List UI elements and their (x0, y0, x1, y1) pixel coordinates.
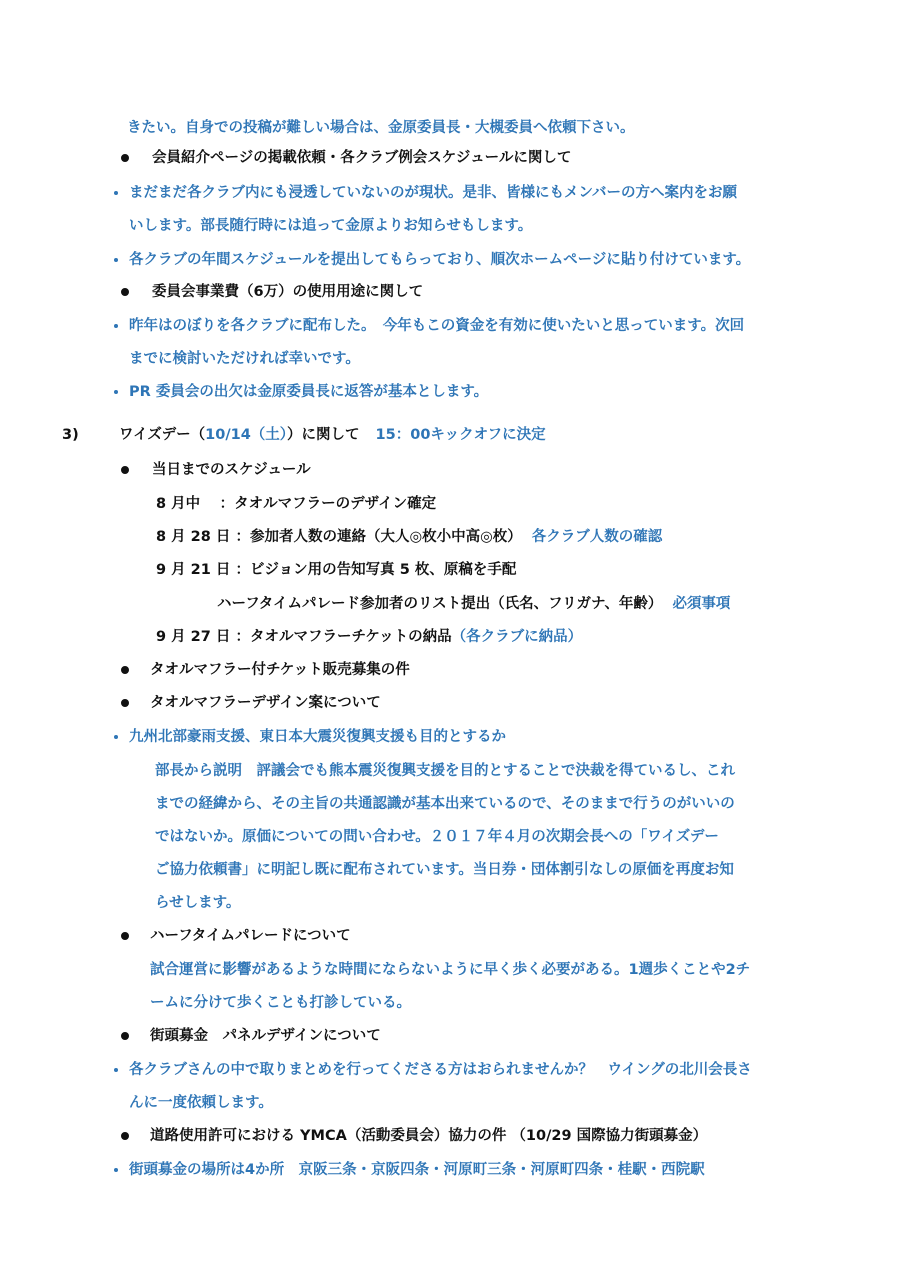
text-line: 部長から説明 評議会でも熊本震災復興支援を目的とすることで決裁を得ているし、これ (155, 763, 735, 779)
text-line: んに一度依頼します。 (129, 1095, 273, 1111)
text-line: ではないか。原価についての問い合わせ。２０１７年４月の次期会長への「ワイズデー (155, 829, 719, 845)
bullet-icon (121, 154, 129, 162)
bullet-icon (121, 932, 129, 940)
bullet-icon (121, 1032, 129, 1040)
blue-dot-icon (114, 1168, 118, 1172)
schedule-item: 8 月中 ：タオルマフラーのデザイン確定 (156, 496, 437, 512)
bullet-icon (121, 699, 129, 707)
section-heading: ハーフタイムパレードについて (150, 928, 351, 944)
text-line: 街頭募金の場所は4か所 京阪三条・京阪四条・河原町三条・河原町四条・桂駅・西院駅 (129, 1162, 705, 1178)
text-line: まだまだ各クラブ内にも浸透していないのが現状。是非、皆様にもメンバーの方へ案内をお願 (129, 185, 737, 201)
section-heading: 街頭募金 パネルデザインについて (150, 1028, 381, 1044)
schedule-item (156, 627, 582, 647)
blue-dot-icon (114, 258, 118, 262)
bullet-icon (121, 288, 129, 296)
text-line: 昨年はのぼりを各クラブに配布した。 今年もこの資金を有効に使いたいと思っています。次回 (129, 318, 745, 334)
section-heading: タオルマフラー付チケット販売募集の件 (150, 662, 410, 678)
schedule-item (217, 594, 730, 614)
schedule-note: （各クラブに納品） (451, 629, 583, 645)
schedule-text: 8 月 28 日 ：参加者人数の連絡（大人◎枚小中高◎枚） (156, 529, 522, 545)
bullet-icon (121, 666, 129, 674)
blue-dot-icon (114, 390, 118, 394)
heading-part: ）に関して (287, 427, 360, 443)
schedule-note: 必須事項 (672, 596, 731, 612)
text-line: らせします。 (155, 895, 241, 911)
blue-dot-icon (114, 735, 118, 739)
heading-decision: 15：00キックオフに決定 (375, 427, 546, 443)
text-line: ご協力依頼書」に明記し既に配布されています。当日券・団体割引なしの原価を再度お知 (155, 862, 734, 878)
text-line: までの経緯から、その主旨の共通認識が基本出来ているので、そのままで行うのがいいの (155, 796, 735, 812)
text-line: 試合運営に影響があるような時間にならないように早く歩く必要がある。1週歩くことや2チ (150, 962, 751, 978)
text-line: ームに分けて歩くことも打診している。 (150, 995, 411, 1011)
blue-dot-icon (114, 191, 118, 195)
section-heading: タオルマフラーデザイン案について (150, 695, 381, 711)
schedule-item: 9 月 21 日 ：ビジョン用の告知写真 5 枚、原稿を手配 (156, 562, 517, 578)
text-line: いします。部長随行時には追って金原よりお知らせもします。 (129, 218, 533, 234)
section-heading (119, 425, 546, 445)
text-line: 各クラブの年間スケジュールを提出してもらっており、順次ホームページに貼り付けています。 (129, 252, 751, 268)
blue-dot-icon (114, 324, 118, 328)
section-heading: 委員会事業費（6万）の使用用途に関して (152, 284, 424, 300)
section-heading: 当日までのスケジュール (152, 462, 311, 478)
schedule-item (156, 527, 662, 547)
section-number: 3) (62, 427, 79, 443)
text-line: 各クラブさんの中で取りまとめを行ってくださる方はおられませんか？ ウイングの北川会長さ (129, 1062, 752, 1078)
heading-date: 10/14（土） (205, 427, 288, 443)
blue-dot-icon (114, 1068, 118, 1072)
text-line: までに検討いただければ幸いです。 (129, 351, 360, 367)
heading-part: ワイズデー（ (119, 427, 206, 443)
section-heading: 会員紹介ページの掲載依頼・各クラブ例会スケジュールに関して (152, 150, 572, 166)
text-line: きたい。自身での投稿が難しい場合は、金原委員長・大槻委員へ依頼下さい。 (127, 120, 635, 136)
bullet-icon (121, 1132, 129, 1140)
schedule-note: 各クラブ人数の確認 (531, 529, 663, 545)
schedule-text: 9 月 27 日 ：タオルマフラーチケットの納品 (156, 629, 452, 645)
text-line: 九州北部豪雨支援、東日本大震災復興支援も目的とするか (129, 729, 506, 745)
bullet-icon (121, 466, 129, 474)
section-heading: 道路使用許可における YMCA（活動委員会）協力の件 （10/29 国際協力街頭募金） (150, 1128, 708, 1144)
text-line: PR 委員会の出欠は金原委員長に返答が基本とします。 (129, 384, 489, 400)
schedule-text: ハーフタイムパレード参加者のリスト提出（氏名、フリガナ、年齢） (217, 596, 663, 612)
